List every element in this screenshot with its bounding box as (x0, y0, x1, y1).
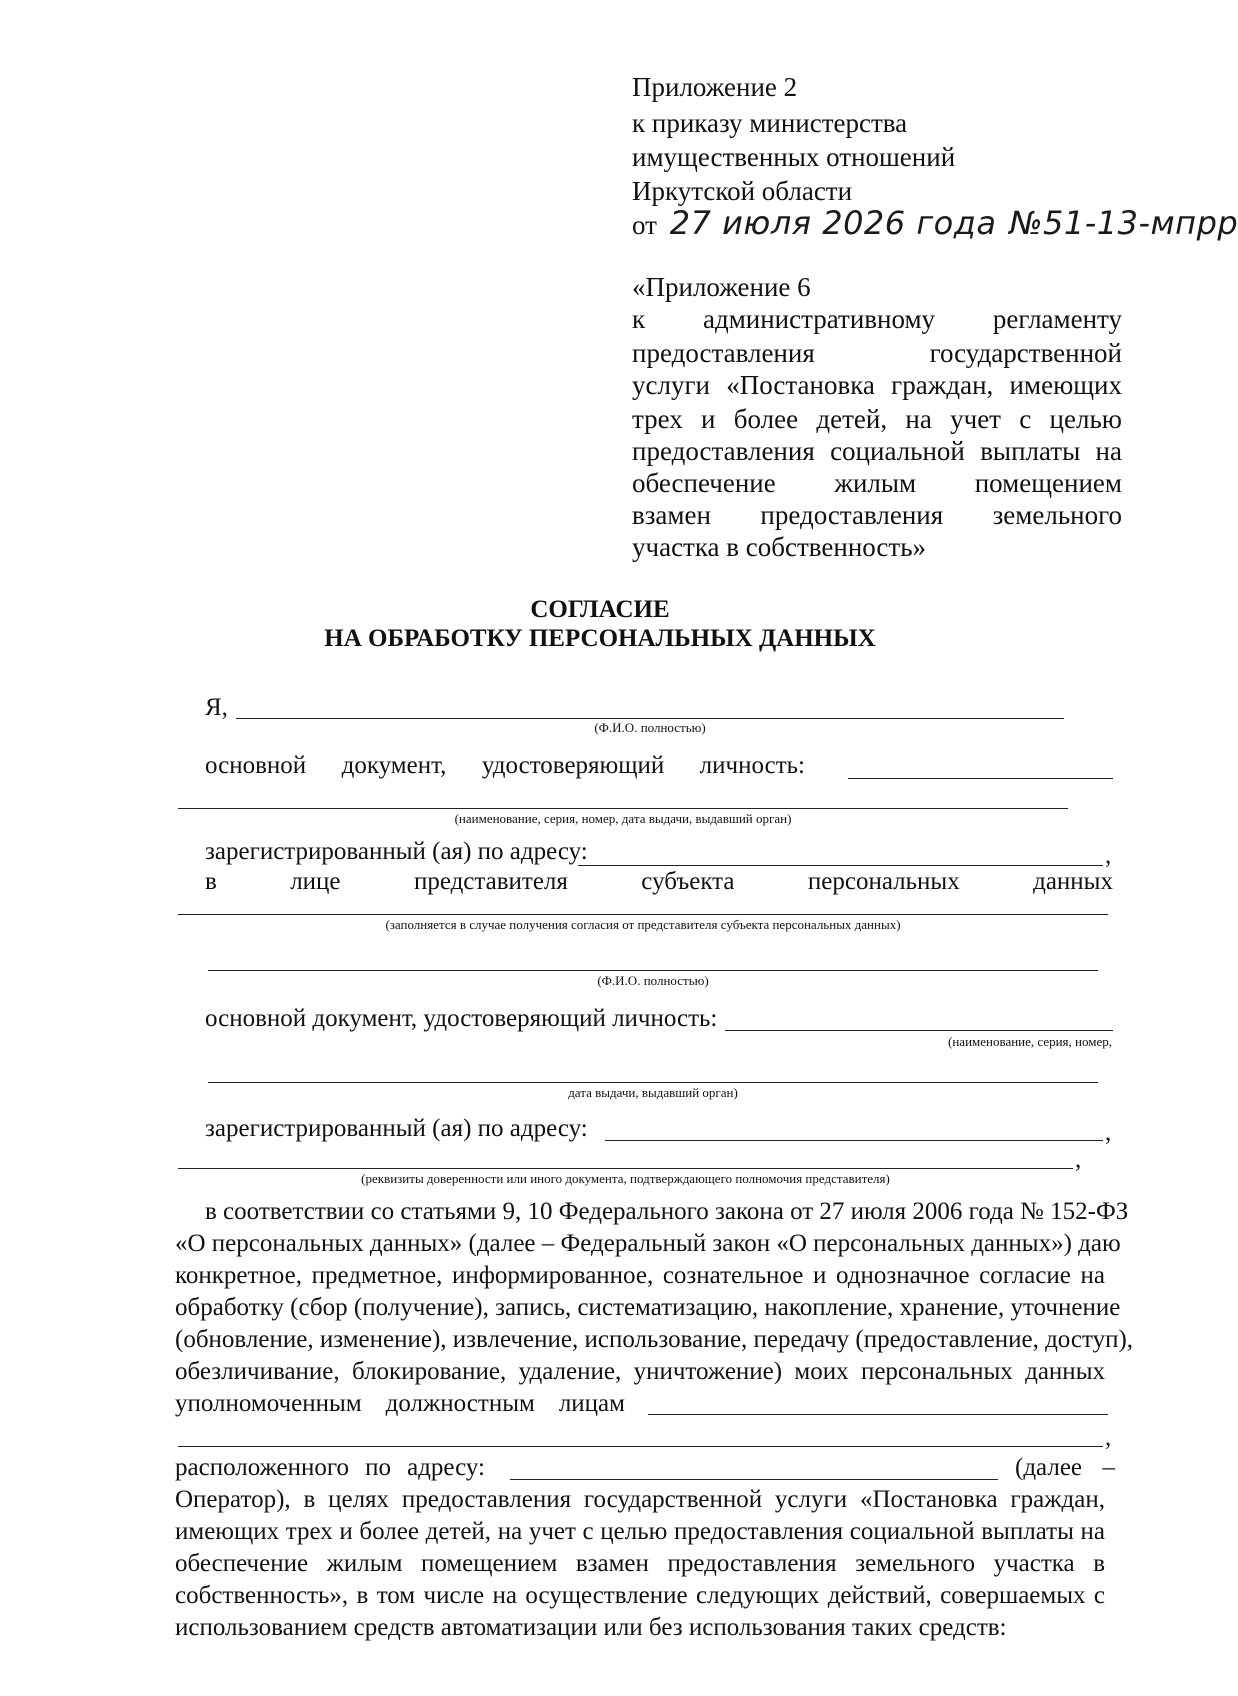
authorized-officials-field[interactable] (648, 1414, 1108, 1415)
word: к (632, 304, 646, 334)
appendix-last-line: участка в собственность» (632, 532, 927, 562)
body-line: в соответствии со статьями 9, 10 Федерального закона от 27 июля 2006 года № 152-ФЗ (205, 1198, 1129, 1225)
word: имеющих (1009, 370, 1122, 400)
authorized-officials-label (175, 1390, 625, 1418)
document-title-line2: НА ОБРАБОТКУ ПЕРСОНАЛЬНЫХ ДАННЫХ (324, 625, 876, 652)
identity-document-label (205, 752, 805, 780)
word: трех (632, 404, 683, 434)
word: должностным (385, 1390, 535, 1417)
word: персональных (807, 868, 960, 895)
word: на (1095, 436, 1122, 466)
annex-title: Приложение 2 (632, 72, 798, 102)
order-line: к приказу министерства (632, 108, 908, 138)
representative-document-caption-2: дата выдачи, выдавший орган) (568, 1085, 738, 1100)
i-label: Я, (205, 694, 228, 721)
hereinafter-label (1015, 1454, 1115, 1482)
word: выплаты (980, 436, 1081, 466)
appendix-line (632, 468, 1122, 499)
representative-fio-field[interactable] (208, 970, 1098, 971)
word: лице (290, 868, 341, 895)
representative-fio-caption: (Ф.И.О. полностью) (597, 973, 709, 988)
ministry-line: имущественных отношений (632, 142, 956, 172)
comma: , (1105, 1424, 1112, 1451)
body-line: имеющих трех и более детей, на учет с целью предоставления социальной выплаты на (175, 1518, 1105, 1545)
fio-field[interactable] (236, 718, 1064, 719)
registered-address-field[interactable] (578, 865, 1103, 866)
body-line: собственность», в том числе на осуществление следующих действий, совершаемых с (175, 1582, 1105, 1609)
word: лицам (558, 1390, 625, 1417)
comma: , (1075, 1146, 1082, 1173)
word: документ, (341, 752, 447, 779)
body-line: обезличивание, блокирование, удаление, уничтожение) моих персональных данных (175, 1358, 1105, 1385)
representative-address-label: зарегистрированный (ая) по адресу: (205, 1115, 588, 1142)
body-line: Оператор), в целях предоставления государственной услуги «Постановка граждан, (175, 1486, 1105, 1513)
representative-document-caption-1: (наименование, серия, номер, (948, 1034, 1112, 1049)
word: на (905, 404, 932, 434)
fio-caption: (Ф.И.О. полностью) (594, 720, 706, 735)
appendix-line (632, 500, 1122, 531)
word: предоставления (760, 500, 944, 530)
word: данных (1033, 868, 1113, 895)
word: земельного (992, 500, 1122, 530)
word: уполномоченным (175, 1390, 362, 1417)
word: целью (1049, 404, 1122, 434)
appendix-line (632, 404, 1122, 435)
body-line: (обновление, изменение), извлечение, использование, передачу (предоставление, доступ), (175, 1326, 1134, 1353)
appendix-title: «Приложение 6 (632, 272, 811, 302)
body-line: конкретное, предметное, информированное, сознательное и однозначное согласие на (175, 1262, 1105, 1289)
word: детей, (816, 404, 888, 434)
word: субъекта (641, 868, 735, 895)
comma: , (1105, 842, 1112, 869)
representative-caption: (заполняется в случае получения согласия от представителя субъекта персональных данных) (385, 917, 901, 932)
word: административному (702, 304, 936, 334)
word: социальной (830, 436, 965, 466)
representative-address-field[interactable] (605, 1140, 1103, 1141)
word: обеспечение (632, 468, 776, 498)
operator-address-label (175, 1454, 485, 1482)
word: взамен (632, 500, 711, 530)
word: государственной (929, 338, 1122, 368)
representative-document-field-2[interactable] (208, 1082, 1098, 1083)
word: «Постановка (726, 370, 875, 400)
appendix-line (632, 304, 1122, 335)
body-line: «О персональных данных» (далее – Федеральный закон «О персональных данных») даю (175, 1230, 1121, 1257)
word: предоставления (632, 338, 815, 368)
handwritten-date: 27 июля 2026 года (669, 204, 997, 242)
identity-document-caption: (наименование, серия, номер, дата выдачи, выдавший орган) (454, 811, 792, 826)
word: удостоверяющий (481, 752, 665, 779)
comma: , (1105, 1119, 1112, 1146)
word: расположенного (175, 1454, 350, 1481)
representative-document-field[interactable] (725, 1030, 1113, 1031)
word: предоставления (632, 436, 815, 466)
word: учет (950, 404, 1001, 434)
body-line: обеспечение жилым помещением взамен предоставления земельного участка в (175, 1550, 1105, 1577)
word: личность: (699, 752, 805, 779)
word: и (701, 404, 716, 434)
appendix-line (632, 338, 1122, 369)
word: услуги (632, 370, 710, 400)
word: помещением (974, 468, 1122, 498)
authorized-officials-field-2[interactable] (178, 1446, 1103, 1447)
proxy-document-caption: (реквизиты доверенности или иного документа, подтверждающего полномочия представителя) (361, 1171, 890, 1186)
representative-document-label: основной документ, удостоверяющий личность: (205, 1005, 718, 1032)
representative-label (205, 868, 1113, 896)
identity-document-field[interactable] (848, 778, 1113, 779)
proxy-document-field[interactable] (178, 1168, 1073, 1169)
word: граждан, (891, 370, 994, 400)
region-line: Иркутской области (632, 176, 853, 206)
word: с (1019, 404, 1032, 434)
word: более (733, 404, 799, 434)
body-last-line: использованием средств автоматизации или без использования таких средств: (175, 1614, 1007, 1641)
order-date-line (632, 204, 1238, 242)
word: в (205, 868, 217, 895)
word: по (365, 1454, 391, 1481)
word: жилым (834, 468, 917, 498)
word: – (1102, 1454, 1115, 1481)
word: основной (205, 752, 307, 779)
representative-field[interactable] (178, 914, 1108, 915)
from-prefix: от (632, 210, 657, 240)
word: представителя (413, 868, 568, 895)
word: (далее (1015, 1454, 1083, 1481)
body-line: обработку (сбор (получение), запись, систематизацию, накопление, хранение, уточнение (175, 1294, 1121, 1321)
word: адресу: (407, 1454, 485, 1481)
word: регламенту (992, 304, 1122, 334)
handwritten-number: №51-13-мпрр (1009, 204, 1238, 242)
operator-address-field[interactable] (510, 1479, 998, 1480)
appendix-line (632, 436, 1122, 467)
document-title-line1: СОГЛАСИЕ (530, 596, 670, 623)
registered-address-label: зарегистрированный (ая) по адресу: (205, 838, 588, 865)
appendix-line (632, 370, 1122, 401)
identity-document-field-2[interactable] (178, 808, 1068, 809)
